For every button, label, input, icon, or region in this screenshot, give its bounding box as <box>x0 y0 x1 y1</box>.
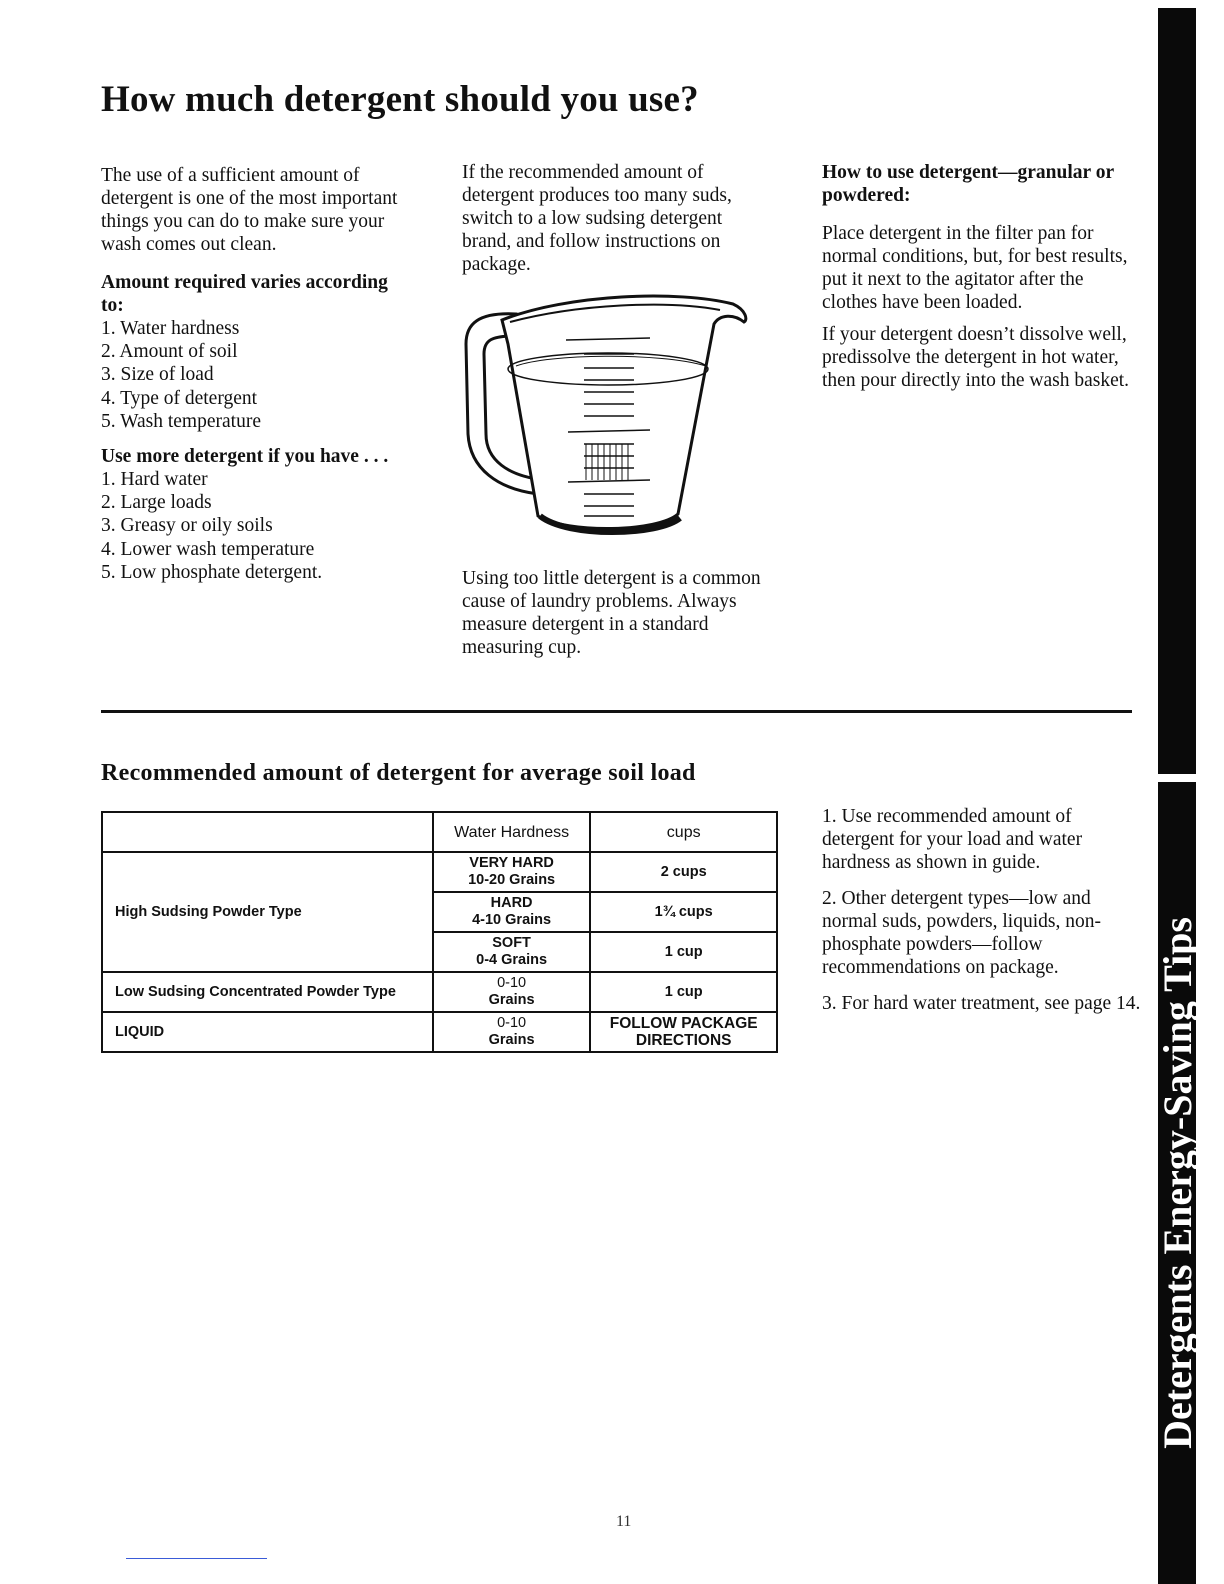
note-item: 2. Other detergent types—low and normal suds, powders, liquids, non-phosphate powders—follow recommendations on package. <box>822 888 1101 978</box>
intro-paragraph: The use of a sufficient amount of detergent is one of the most important things you can do to make sure your wash comes out clean. <box>101 165 398 255</box>
cups-line: FOLLOW PACKAGE <box>609 1015 758 1032</box>
more-list <box>101 468 401 584</box>
column-middle <box>462 161 772 276</box>
hardness-level: VERY HARD <box>469 855 554 871</box>
table-notes <box>822 805 1142 1028</box>
side-tab-bottom <box>1154 782 1200 1584</box>
more-heading: Use more detergent if you have . . . <box>101 446 389 468</box>
list-item: 4. Lower wash temperature <box>101 538 315 560</box>
hardness-level: HARD <box>490 895 533 911</box>
usage-paragraph-2: If your detergent doesn’t dissolve well, predissolve the detergent in hot water, then pour directly into the wash basket. <box>822 324 1130 391</box>
measuring-cup-icon <box>458 284 753 544</box>
hardness-cell <box>433 892 591 932</box>
list-item: 2. Amount of soil <box>101 341 238 363</box>
hardness-grains: Grains <box>488 1032 535 1048</box>
column-left <box>101 164 401 584</box>
table-cell <box>102 812 433 852</box>
detergent-table <box>101 811 778 1053</box>
page-title: How much detergent should you use? <box>101 79 699 120</box>
cups-cell: 1 cup <box>590 932 777 972</box>
hardness-grains: Grains <box>488 992 535 1008</box>
hardness-level: SOFT <box>492 935 531 951</box>
hardness-grains: 10-20 Grains <box>468 872 556 888</box>
list-item: 5. Low phosphate detergent. <box>101 561 323 583</box>
hardness-grains: 0-4 Grains <box>476 952 548 968</box>
cups-cell <box>590 1012 777 1052</box>
hardness-grains: 4-10 Grains <box>472 912 552 928</box>
hardness-range: 0-10 <box>497 1015 527 1031</box>
list-item: 1. Hard water <box>101 469 208 491</box>
note-item: 3. For hard water treatment, see page 14. <box>822 993 1141 1014</box>
table-row <box>102 1012 777 1052</box>
list-item: 2. Large loads <box>101 492 212 514</box>
list-item: 4. Type of detergent <box>101 387 258 409</box>
list-item: 1. Water hardness <box>101 318 240 339</box>
list-item: 3. Greasy or oily soils <box>101 515 273 537</box>
table-row <box>102 972 777 1012</box>
section-divider <box>101 710 1132 713</box>
hardness-cell <box>433 1012 591 1052</box>
side-tab-top <box>1158 8 1196 774</box>
side-tab-label: Detergents Energy-Saving Tips <box>1154 917 1200 1449</box>
hardness-cell <box>433 972 591 1012</box>
page-number: 11 <box>616 1513 632 1530</box>
varies-heading: Amount required varies according to: <box>101 272 388 316</box>
hardness-cell <box>433 852 591 892</box>
hardness-range: 0-10 <box>497 975 527 991</box>
usage-paragraph-1: Place detergent in the filter pan for normal conditions, but, for best results, put it next to the agitator after the clothes have been loaded. <box>822 223 1128 313</box>
note-item: 1. Use recommended amount of detergent for your load and water hardness as shown in guide. <box>822 806 1083 873</box>
cups-cell: 1¾ cups <box>590 892 777 932</box>
cups-line: DIRECTIONS <box>635 1032 732 1049</box>
list-item: 5. Wash temperature <box>101 410 261 432</box>
list-item: 3. Size of load <box>101 364 214 386</box>
cup-caption-block <box>462 567 762 659</box>
cups-cell: 1 cup <box>590 972 777 1012</box>
type-liquid: LIQUID <box>102 1012 433 1052</box>
table-row <box>102 852 777 892</box>
header-water-hardness: Water Hardness <box>433 812 591 852</box>
type-low-sudsing: Low Sudsing Concentrated Powder Type <box>102 972 433 1012</box>
cup-caption: Using too little detergent is a common cause of laundry problems. Always measure detergent in a standard measuring cup. <box>462 568 761 658</box>
type-high-sudsing: High Sudsing Powder Type <box>102 852 433 972</box>
hardness-cell <box>433 932 591 972</box>
suds-paragraph: If the recommended amount of detergent produces too many suds, switch to a low sudsing detergent brand, and follow instructions on package. <box>462 162 732 275</box>
varies-list <box>101 317 401 433</box>
cups-cell: 2 cups <box>590 852 777 892</box>
table-heading: Recommended amount of detergent for average soil load <box>101 760 696 786</box>
header-cups: cups <box>590 812 777 852</box>
table-row <box>102 812 777 852</box>
column-right <box>822 161 1142 392</box>
usage-heading: How to use detergent—granular or powdered: <box>822 162 1114 206</box>
footer-rule <box>126 1558 267 1559</box>
